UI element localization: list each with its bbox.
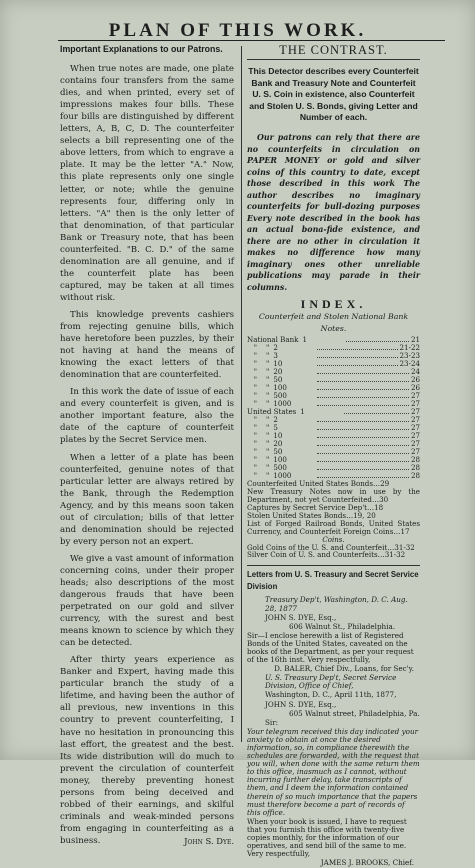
explanations-heading: Important Explanations to our Patrons. [60, 44, 223, 54]
contrast-heading: THE CONTRAST. [279, 43, 388, 57]
letter2-recipient: JOHN S. DYE, Esq., [265, 699, 337, 709]
united-states-page: 28 [410, 463, 420, 473]
contrast-text: This Detector describes every Counterfeit Bank and Treasury Note and Counterfeit U. S. Coin in existence, also Counterfeit and Stolen U. S. Bonds, giving Letter and Number of each. [248, 66, 419, 123]
title-rule [58, 40, 445, 41]
coins-heading: Coins. [322, 535, 345, 544]
united-states-label: " " [247, 431, 270, 441]
national-bank-denomination: 20 [273, 367, 283, 377]
national-bank-denomination: 2 [273, 343, 278, 353]
leader-dots: … [346, 510, 354, 520]
paragraph-4: When a letter of a plate has been counterfeited, genuine notes of that particular letter are always retired by the Bank, through the Redemption Agency, and by this means soon taken out of circulation; bills of that letter and denomination should be rejected by every person not an expert. [60, 452, 234, 547]
national-bank-label: " " [247, 375, 270, 385]
page-title: PLAN OF THIS WORK. [108, 20, 367, 41]
index-title: INDEX. [300, 297, 367, 312]
letter2-address: 605 Walnut street, Philadelphia, Pa. [289, 708, 420, 718]
index-entry [247, 488, 420, 504]
united-states-denomination: 1 [300, 407, 305, 417]
letter-loans [247, 596, 420, 673]
index-entry-page: 18 [374, 502, 384, 512]
national-bank-label: " " [247, 399, 270, 409]
coin-entry-label: Gold Coins of the U. S. and Counterfeit [247, 542, 388, 552]
leader-dots [317, 437, 409, 438]
paragraph-5: We give a vast amount of information concerning coins, under their proper heads; also descriptions of the most dangerous frauds that have been perpetrated on our gold and silver currency, with the surest and best means known to science by which they can be detected. [60, 553, 234, 649]
leader-dots [317, 445, 409, 446]
national-bank-denomination: 50 [273, 375, 283, 385]
leader-dots: … [393, 526, 401, 536]
leader-dots [317, 477, 409, 478]
leader-dots [317, 453, 409, 454]
united-states-denomination: 1000 [273, 471, 292, 481]
index-entry-page: 19, 20 [353, 510, 376, 520]
leader-dots [317, 405, 409, 406]
united-states-page: 27 [410, 415, 420, 425]
national-bank-label: " " [247, 383, 270, 393]
united-states-label: " " [247, 423, 270, 433]
contrast-rule [247, 59, 420, 60]
index-entry-label: Stolen United States Bonds [247, 510, 347, 520]
coin-entry-page: 31-32 [394, 542, 415, 552]
index-entry [247, 520, 420, 536]
national-bank-label: " " [247, 351, 270, 361]
national-bank-page: 26 [410, 375, 420, 385]
united-states-label: " " [247, 455, 270, 465]
united-states-page: 27 [410, 439, 420, 449]
left-column [60, 43, 234, 852]
united-states-label: " " [247, 447, 270, 457]
united-states-page: 27 [410, 447, 420, 457]
letter2-body: When your book is issued, I have to request that you furnish this office with twenty-five copies monthly, for the information of our operatives, and send bill of the same to me. Very respectfully, [247, 816, 407, 859]
index-entry-label: Counterfeited United States Bonds [247, 479, 373, 489]
paragraph-6 [60, 654, 234, 847]
column-divider [241, 46, 242, 742]
national-bank-denomination: 1000 [273, 399, 292, 409]
leader-dots: … [371, 494, 380, 504]
national-bank-label: National Bank [247, 335, 299, 345]
national-bank-denomination: 3 [273, 351, 278, 361]
united-states-denomination: 500 [273, 463, 287, 473]
patrons-notice: Our patrons can rely that there are no counterfeits in circulation on PAPER MONEY or gold and silver coins of this country to date, except those described in this work The author describes no imaginary counterfeits for bull-dozing purposes Every note described in the book has an actual bona-fide existence, and there are no other in circulation it makes no difference how many imaginary ones other unreliable publications may parade in their columns. [247, 133, 420, 292]
letter-secret-service [247, 674, 420, 867]
united-states-label: " " [247, 463, 270, 473]
coin-entry-page: 31-32 [384, 550, 406, 560]
united-states-page: 28 [410, 471, 420, 481]
national-bank-label: " " [247, 343, 270, 353]
leader-dots [317, 429, 409, 430]
leader-dots [317, 421, 409, 422]
leader-dots: … [367, 502, 375, 512]
leader-dots [317, 373, 409, 374]
leader-dots [317, 349, 397, 350]
united-states-label: " " [247, 415, 270, 425]
leader-dots [317, 461, 409, 462]
index-entry-label: New Treasury Notes now in use by the Department, not yet Counterfeited [247, 487, 420, 504]
letter2-body-italic: Your telegram received this day indicated your anxiety to obtain at once the desired information, so, in compliance therewith the schedules are forwarded, with the request that you will, when done with the same return them to this office, inasmuch as I cannot, without incurring further delay, take transcripts of them, and I deem the information contained therein of so much importance that the papers must therefore become a part of records of this office. [247, 726, 420, 817]
leader-dots: … [377, 550, 385, 560]
paragraph-6-text: After thirty years experience as Banker and Expert, having made this particular branch the study of a lifetime, and having been the author of all previous, new inventions in this country to prevent counterfeiting, I have no hesitation in pronouncing this last effort, the greatest and the best. Its wide distribution will do much to prevent the circulation of counterfeit money, thereby preventing honest persons from being deceived and robbed of their earnings, and skilful criminals and weak-minded persons from engaging in counterfeiting as a business. [60, 655, 234, 846]
letter1-recipient: JOHN S. DYE, Esq., [265, 612, 337, 622]
index-list [247, 336, 420, 559]
letter2-salutation: Sir: [265, 717, 279, 727]
united-states-denomination: 2 [273, 415, 278, 425]
coin-entry-label: Silver Coin of U. S. and Counterfeits [247, 550, 378, 560]
national-bank-page: 27 [410, 391, 420, 401]
author-signature: John S. Dye. [184, 835, 234, 846]
letter1-signature: D. BALER, Chief Div., Loans, for Sec'y. [274, 664, 414, 674]
national-bank-page: 24 [410, 367, 420, 377]
united-states-page: 27 [410, 423, 420, 433]
national-bank-denomination: 1 [302, 335, 307, 345]
united-states-page: 28 [410, 455, 420, 465]
index-entry-label: Captures by Secret Service Dep't [247, 502, 368, 512]
united-states-label: " " [247, 471, 270, 481]
united-states-denomination: 50 [273, 447, 283, 457]
leader-dots: … [373, 479, 381, 489]
letter1-body: Sir—I enclose herewith a list of Registered Bonds of the United States, caveated on the books of the Department, as per your request of the 16th inst. Very respectfully, [247, 630, 414, 665]
united-states-denomination: 5 [273, 423, 278, 433]
letters-heading: Letters from U. S. Treasury and Secret Service Division [247, 565, 420, 593]
national-bank-label: " " [247, 391, 270, 401]
letter1-dateline: Treasury Dep't, Washington, D. C. Aug. 28, 1877 [265, 595, 408, 613]
leader-dots [317, 389, 409, 390]
index-entry-page: 29 [380, 479, 390, 489]
leader-dots [317, 365, 397, 366]
national-bank-page: 23-24 [399, 359, 420, 369]
national-bank-page: 21 [410, 335, 420, 345]
letter2-place: Washington, D. C., April 11th, 1877, [265, 690, 397, 700]
letter1-address: 606 Walnut St., Philadelphia. [289, 621, 396, 631]
index-entry-page: 30 [379, 494, 389, 504]
index-subtitle: Counterfeit and Stolen National Bank Notes. [258, 312, 409, 334]
national-bank-page: 27 [410, 399, 420, 409]
leader-dots [317, 381, 409, 382]
national-bank-denomination: 10 [273, 359, 283, 369]
paragraph-3: In this work the date of issue of each and every counterfeit is given, and is another important feature, also the date of the capture of counterfeit plates by the Secret Service men. [60, 387, 234, 446]
letter2-signature: JAMES J. BROOKS, Chief. [320, 858, 414, 868]
national-bank-denomination: 100 [273, 383, 287, 393]
paragraph-1: When true notes are made, one plate contains four transfers from the same dies, and when printed, every set of impressions makes four bills. These four bills are distinguished by different letters, A, B, C, D. The counterfeiter selects a bill representing one of the above letters, from which to engrave a plate. It may be the letter "A." Now, this plate represents only one single letter, or note; while the genuine represents four, differing only in letters. "A" then is the only letter of that denomination, of that particular Bank or Treasury note, that has been counterfeited. "B. C. D." of the same denomination are all genuine, and if the counterfeit plate has been captured, may be taken at all times without risk. [60, 64, 234, 303]
paragraph-2: This knowledge prevents cashiers from rejecting genuine bills, which have heretofore been puzzles, by their not having at hand the means of knowing the exact letters of that denomination that are counterfeited. [60, 309, 234, 381]
national-bank-label: " " [247, 359, 270, 369]
index-entry-page: 17 [400, 526, 410, 536]
index-entry-label: List of Forged Railroad Bonds, United States Currency, and Counterfeit Foreign Coins [247, 518, 420, 536]
leader-dots [317, 397, 409, 398]
leader-dots: … [387, 542, 395, 552]
national-bank-denomination: 500 [273, 391, 287, 401]
united-states-label: United States [247, 407, 297, 417]
united-states-denomination: 20 [273, 439, 283, 449]
national-bank-page: 23-23 [399, 351, 420, 361]
leader-dots [317, 469, 409, 470]
united-states-page: 27 [410, 407, 420, 417]
letter2-dateline: U. S. Treasury Dep't, Secret Service Division, Office of Chief, [265, 673, 397, 691]
united-states-page: 27 [410, 431, 420, 441]
national-bank-label: " " [247, 367, 270, 377]
right-column [247, 43, 420, 868]
united-states-denomination: 10 [273, 431, 283, 441]
united-states-denomination: 100 [273, 455, 287, 465]
leader-dots [317, 357, 397, 358]
coin-entry [247, 551, 420, 559]
leader-dots [346, 341, 409, 342]
national-bank-page: 21-22 [399, 343, 420, 353]
leader-dots [344, 413, 409, 414]
national-bank-page: 26 [410, 383, 420, 393]
united-states-label: " " [247, 439, 270, 449]
